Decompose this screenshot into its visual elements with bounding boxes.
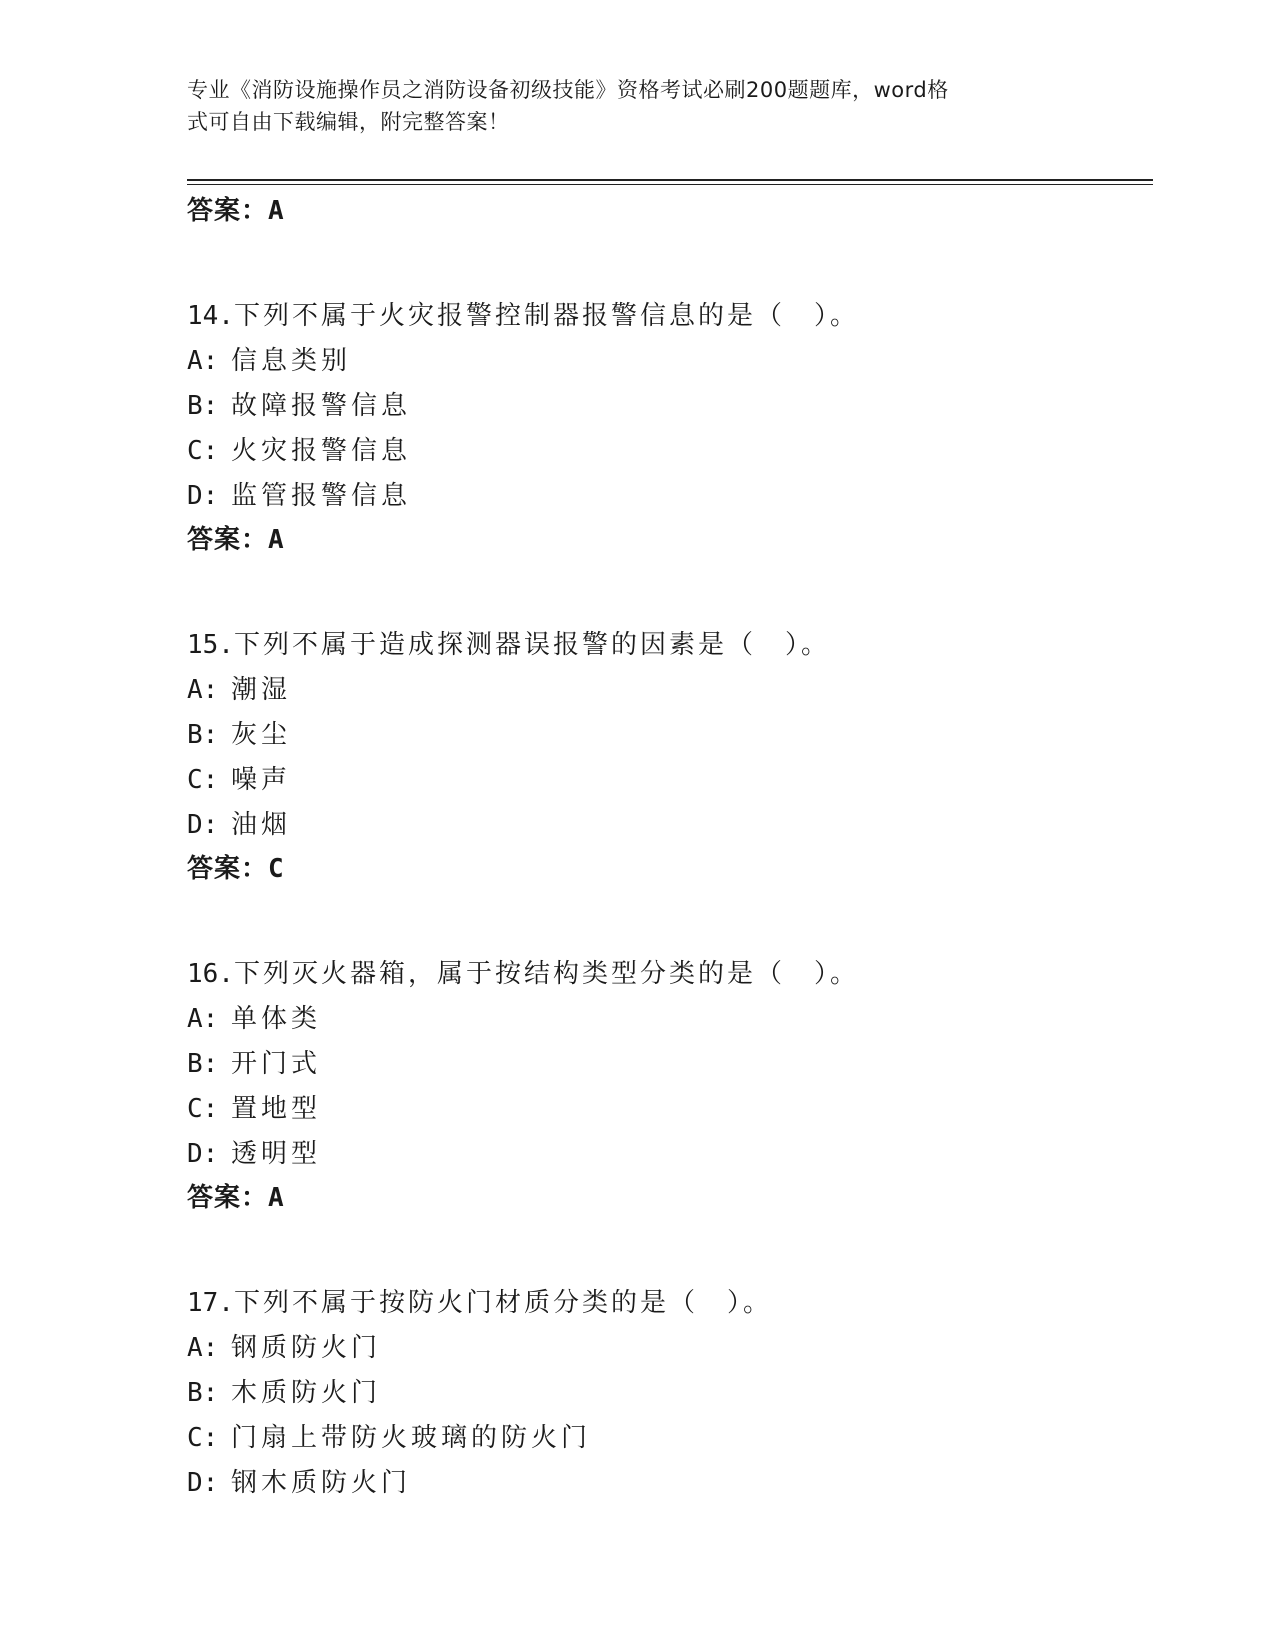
question-number: 16.: [187, 959, 234, 989]
option-text: 噪声: [231, 765, 292, 795]
option-key: A:: [187, 675, 219, 705]
option-text: 木质防火门: [231, 1378, 382, 1408]
option-c: [187, 763, 1147, 797]
answer-value: A: [268, 1183, 285, 1213]
option-key: A:: [187, 346, 219, 376]
option-a: [187, 344, 1147, 378]
option-a: [187, 673, 1147, 707]
option-c: [187, 1092, 1147, 1126]
answer-line: [187, 194, 1147, 228]
question-number: 15.: [187, 630, 234, 660]
option-d: [187, 808, 1147, 842]
option-c: [187, 1421, 1147, 1455]
option-a: [187, 1331, 1147, 1365]
option-text: 钢木质防火门: [231, 1468, 412, 1498]
option-b: [187, 1047, 1147, 1081]
option-text: 单体类: [231, 1004, 322, 1034]
question-block: [187, 957, 1147, 1215]
answer-label: 答案：: [187, 525, 269, 555]
option-text: 钢质防火门: [231, 1333, 382, 1363]
option-text: 透明型: [231, 1139, 322, 1169]
question-number: 14.: [187, 301, 234, 331]
answer-line: [187, 852, 1147, 886]
option-text: 火灾报警信息: [231, 436, 412, 466]
question-block: [187, 1286, 1147, 1500]
header-divider-top: [187, 179, 1153, 181]
option-key: C:: [187, 436, 219, 466]
answer-line: [187, 523, 1147, 557]
answer-label: 答案：: [187, 1183, 269, 1213]
option-d: [187, 1466, 1147, 1500]
question-block: [187, 299, 1147, 557]
option-text: 故障报警信息: [231, 391, 412, 421]
option-key: D:: [187, 1468, 219, 1498]
question-block: [187, 628, 1147, 886]
header-line-2: 式可自由下载编辑，附完整答案！: [187, 110, 510, 134]
option-key: D:: [187, 1139, 219, 1169]
option-key: A:: [187, 1333, 219, 1363]
answer-value: A: [268, 525, 285, 555]
option-text: 监管报警信息: [231, 481, 412, 511]
answer-label: 答案：: [187, 196, 269, 226]
option-key: D:: [187, 481, 219, 511]
question-text: 下列灭火器箱，属于按结构类型分类的是（ ）。: [233, 959, 859, 989]
question-title: [187, 957, 1147, 991]
option-text: 开门式: [231, 1049, 322, 1079]
question-title: [187, 299, 1147, 333]
option-key: C:: [187, 765, 219, 795]
answer-value: C: [268, 854, 285, 884]
option-b: [187, 389, 1147, 423]
option-key: B:: [187, 1378, 219, 1408]
answer-value: A: [268, 196, 285, 226]
option-key: B:: [187, 720, 219, 750]
option-text: 信息类别: [231, 346, 352, 376]
question-text: 下列不属于造成探测器误报警的因素是（ ）。: [233, 630, 830, 660]
question-text: 下列不属于按防火门材质分类的是（ ）。: [233, 1288, 772, 1318]
answer-label: 答案：: [187, 854, 269, 884]
question-title: [187, 628, 1147, 662]
option-text: 灰尘: [231, 720, 292, 750]
option-key: C:: [187, 1423, 219, 1453]
option-key: B:: [187, 1049, 219, 1079]
option-b: [187, 718, 1147, 752]
question-number: 17.: [187, 1288, 234, 1318]
option-key: B:: [187, 391, 219, 421]
option-text: 置地型: [231, 1094, 322, 1124]
option-key: A:: [187, 1004, 219, 1034]
question-text: 下列不属于火灾报警控制器报警信息的是（ ）。: [233, 301, 859, 331]
header-line-1: 专业《消防设施操作员之消防设备初级技能》资格考试必刷200题题库，word格: [187, 78, 949, 102]
option-d: [187, 479, 1147, 513]
option-text: 油烟: [231, 810, 292, 840]
option-a: [187, 1002, 1147, 1036]
document-header: [187, 74, 1067, 138]
option-d: [187, 1137, 1147, 1171]
option-key: C:: [187, 1094, 219, 1124]
option-c: [187, 434, 1147, 468]
option-b: [187, 1376, 1147, 1410]
option-text: 潮湿: [231, 675, 292, 705]
option-text: 门扇上带防火玻璃的防火门: [231, 1423, 592, 1453]
option-key: D:: [187, 810, 219, 840]
header-divider-bottom: [187, 184, 1153, 185]
question-list: [187, 194, 1147, 1511]
question-title: [187, 1286, 1147, 1320]
answer-line: [187, 1181, 1147, 1215]
